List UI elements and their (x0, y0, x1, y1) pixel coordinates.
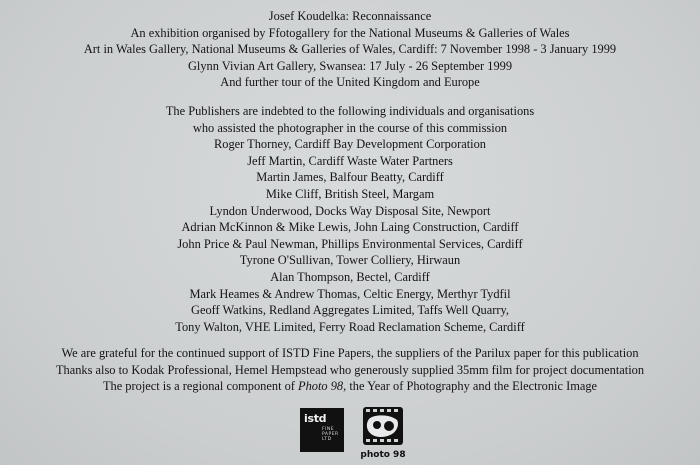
exhibition-details (0, 8, 700, 91)
acknowledgement-entry: Tony Walton, VHE Limited, Ferry Road Reclamation Scheme, Cardiff (175, 319, 525, 334)
acknowledgement-entry: Martin James, Balfour Beatty, Cardiff (256, 170, 444, 185)
exhibition-title: Josef Koudelka: Reconnaissance (268, 9, 432, 23)
exhibition-venue-swansea: Glynn Vivian Art Gallery, Swansea: 17 July - 26 September 1999 (187, 58, 513, 73)
acknowledgement-entry: Roger Thorney, Cardiff Bay Development Corporation (214, 137, 486, 152)
acknowledgement-entry: Geoff Watkins, Redland Aggregates Limited, Taffs Well Quarry, (191, 303, 509, 318)
acknowledgement-entry: Alan Thompson, Bectel, Cardiff (270, 269, 430, 284)
istd-logo-subtext (322, 427, 339, 442)
photo98-logo-label: photo 98 (360, 450, 406, 460)
photo98-text-after: , the Year of Photography and the Electronic Image (343, 379, 598, 394)
photo98-text-before: The project is a regional component of (102, 379, 299, 394)
exhibition-organiser: An exhibition organised by Ffotogallery for the National Museums & Galleries of Wales (130, 25, 570, 40)
acknowledgement-entry: Lyndon Underwood, Docks Way Disposal Site, Newport (209, 203, 491, 218)
acknowledgement-entry: Mike Cliff, British Steel, Margam (265, 186, 435, 201)
acknowledgement-entry: Adrian McKinnon & Mike Lewis, John Laing Construction, Cardiff (181, 220, 519, 235)
photo98-logo (360, 405, 406, 463)
istd-sub-line: LTD (322, 437, 332, 442)
istd-logo (300, 408, 344, 452)
acknowledgements-intro: The Publishers are indebted to the following individuals and organisations (165, 104, 535, 118)
istd-logo-brand: istd (304, 412, 327, 425)
exhibition-venue-cardiff: Art in Wales Gallery, National Museums & Galleries of Wales, Cardiff: 7 November 1998 - 3 January 1999 (83, 42, 617, 57)
exhibition-tour: And further tour of the United Kingdom and Europe (220, 75, 480, 90)
acknowledgement-entry: Tyrone O'Sullivan, Tower Colliery, Hirwaun (239, 253, 461, 268)
photo98-text-italic: Photo 98 (298, 379, 344, 394)
support-credits (0, 345, 700, 395)
support-photo98 (0, 378, 700, 395)
acknowledgements-intro: who assisted the photographer in the course of this commission (192, 120, 508, 135)
support-kodak: Thanks also to Kodak Professional, Hemel Hempstead who generously supplied 35mm film for project documentation (55, 362, 645, 377)
sponsor-logos (0, 405, 700, 465)
support-istd: We are grateful for the continued support of ISTD Fine Papers, the suppliers of the Parilux paper for this publication (61, 346, 639, 360)
acknowledgement-entry: Mark Heames & Andrew Thomas, Celtic Energy, Merthyr Tydfil (189, 286, 511, 301)
istd-sub-line: FINE (322, 427, 335, 432)
acknowledgement-entry: John Price & Paul Newman, Phillips Environmental Services, Cardiff (177, 236, 523, 251)
acknowledgement-entry: Jeff Martin, Cardiff Waste Water Partners (247, 153, 453, 168)
acknowledgements (0, 103, 700, 335)
istd-sub-line: PAPER (322, 432, 339, 437)
photo98-film-icon (360, 405, 406, 449)
